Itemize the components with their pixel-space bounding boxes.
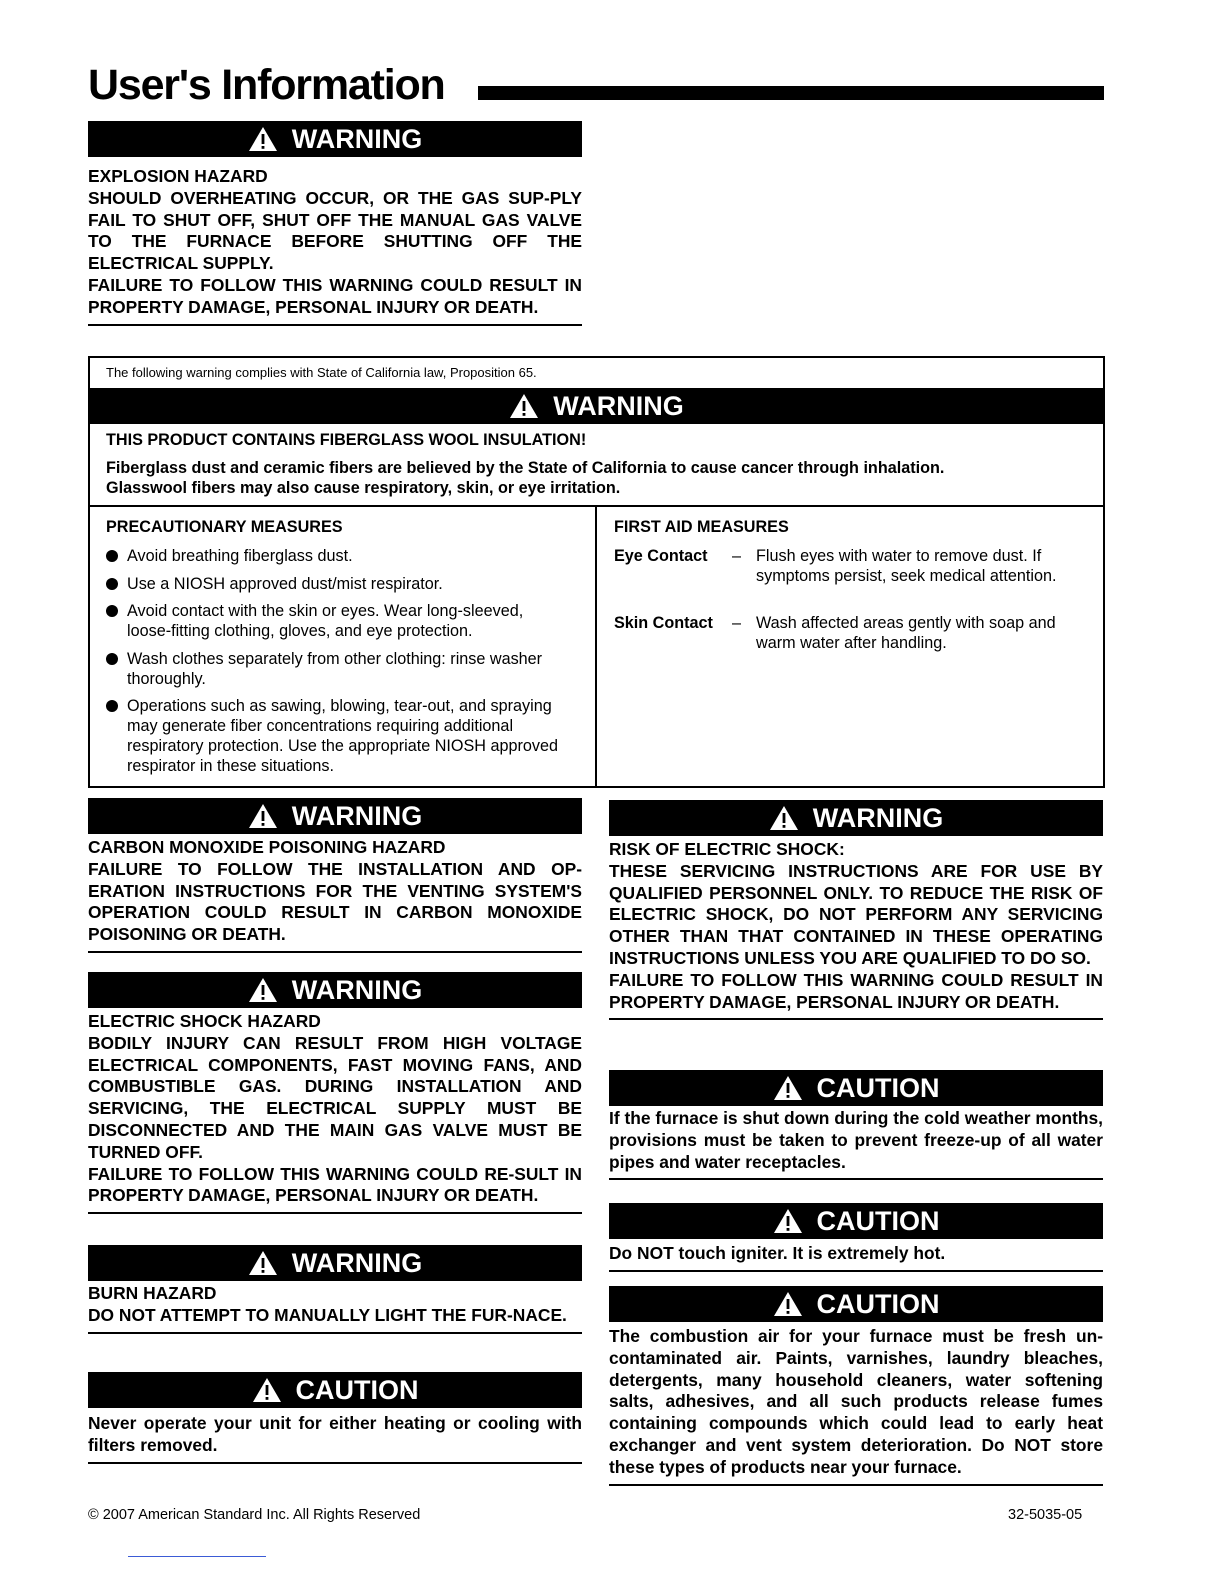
igniter-caution-text xyxy=(609,1243,1103,1272)
banner-label: WARNING xyxy=(812,802,944,833)
caution-banner xyxy=(609,1286,1103,1322)
banner-label: CAUTION xyxy=(295,1374,419,1405)
banner-label: WARNING xyxy=(291,974,423,1005)
banner-label: CAUTION xyxy=(816,1205,940,1236)
page-title: User's Information xyxy=(88,61,445,109)
burn-line-2: DO NOT ATTEMPT TO MANUALLY LIGHT THE FUR-NACE. xyxy=(88,1304,567,1325)
warning-triangle-icon xyxy=(248,126,278,152)
banner-label: CAUTION xyxy=(816,1288,940,1319)
esr-line-2: THESE SERVICING INSTRUCTIONS ARE FOR USE BY QUALIFIED PERSONNEL ONLY. TO REDUCE THE RISK OF ELECTRIC SHOCK, DO NOT PERFORM ANY SERVICING OTHER THAN THAT CONTAINED IN THESE OPERATING INSTRUCTIONS UNLESS YOU ARE QUALIFIED TO DO SO. xyxy=(609,860,1103,968)
freeze-text: If the furnace is shut down during the cold weather months, provisions must be taken to prevent freeze-up of all water pipes and water receptacles. xyxy=(609,1108,1103,1172)
warning-banner xyxy=(88,121,582,157)
warning-triangle-icon xyxy=(773,1075,803,1101)
esh-line-2: BODILY INJURY CAN RESULT FROM HIGH VOLTAGE ELECTRICAL COMPONENTS, FAST MOVING FANS, AND COMBUSTIBLE GAS. DURING INSTALLATION AND SERVICING, THE ELECTRICAL SUPPLY MUST BE DISCONNECTED AND THE MAIN GAS VALVE MUST BE TURNED OFF. xyxy=(88,1032,582,1162)
prop65-note: The following warning complies with State of California law, Proposition 65. xyxy=(106,365,537,380)
fiberglass-heading: THIS PRODUCT CONTAINS FIBERGLASS WOOL INSULATION! xyxy=(106,431,587,449)
esr-line-3: FAILURE TO FOLLOW THIS WARNING COULD RESULT IN PROPERTY DAMAGE, PERSONAL INJURY OR DEATH. xyxy=(609,969,1103,1012)
warning-banner xyxy=(88,798,582,834)
explosion-hazard-text xyxy=(88,166,582,326)
fiberglass-body xyxy=(106,458,1066,498)
list-item: Avoid breathing fiberglass dust. xyxy=(106,546,571,566)
explosion-line-3: FAILURE TO FOLLOW THIS WARNING COULD RESULT IN PROPERTY DAMAGE, PERSONAL INJURY OR DEATH. xyxy=(88,274,582,317)
freeze-caution-text xyxy=(609,1108,1103,1180)
california-warning-box xyxy=(88,356,1105,788)
bullet-icon xyxy=(106,605,118,617)
list-item: Operations such as sawing, blowing, tear-out, and spraying may generate fiber concentrations requiring additional respiratory protection. Use the appropriate NIOSH approved respirator in these situations. xyxy=(106,696,571,776)
warning-banner xyxy=(90,388,1103,424)
first-aid-text: Wash affected areas gently with soap and warm water after handling. xyxy=(756,614,1056,652)
warning-banner xyxy=(88,972,582,1008)
first-aid-text: Flush eyes with water to remove dust. If symptoms persist, seek medical attention. xyxy=(756,547,1057,585)
list-item: Use a NIOSH approved dust/mist respirator. xyxy=(106,574,571,594)
explosion-line-2: SHOULD OVERHEATING OCCUR, OR THE GAS SUP-PLY FAIL TO SHUT OFF, SHUT OFF THE MANUAL GAS VALVE TO THE FURNACE BEFORE SHUTTING OFF THE ELECTRICAL SUPPLY. xyxy=(88,187,582,274)
warning-triangle-icon xyxy=(769,805,799,831)
warning-triangle-icon xyxy=(248,803,278,829)
esr-line-1: RISK OF ELECTRIC SHOCK: xyxy=(609,839,845,859)
first-aid-eye-contact xyxy=(614,546,1084,606)
esh-line-1: ELECTRIC SHOCK HAZARD xyxy=(88,1011,321,1031)
igniter-text: Do NOT touch igniter. It is extremely hot. xyxy=(609,1243,946,1263)
banner-label: CAUTION xyxy=(816,1072,940,1103)
first-aid-heading: FIRST AID MEASURES xyxy=(614,518,789,536)
burn-line-1: BURN HAZARD xyxy=(88,1283,217,1303)
warning-banner xyxy=(88,1245,582,1281)
warning-banner xyxy=(609,800,1103,836)
first-aid-skin-contact xyxy=(614,613,1084,653)
document-number: 32-5035-05 xyxy=(1008,1507,1083,1523)
first-aid-dash: – xyxy=(732,547,742,565)
filters-text: Never operate your unit for either heating or cooling with filters removed. xyxy=(88,1413,582,1455)
bullet-icon xyxy=(106,653,118,665)
precautionary-list xyxy=(106,546,571,784)
caution-banner xyxy=(609,1070,1103,1106)
first-aid-term: Skin Contact xyxy=(614,614,713,632)
warning-triangle-icon xyxy=(248,977,278,1003)
bullet-icon xyxy=(106,578,118,590)
banner-label: WARNING xyxy=(553,390,684,421)
warning-triangle-icon xyxy=(252,1377,282,1403)
first-aid-term: Eye Contact xyxy=(614,547,708,565)
burn-hazard-text xyxy=(88,1283,582,1334)
first-aid-dash: – xyxy=(732,614,742,632)
esh-line-3: FAILURE TO FOLLOW THIS WARNING COULD RE-SULT IN PROPERTY DAMAGE, PERSONAL INJURY OR DEATH. xyxy=(88,1163,582,1206)
warning-triangle-icon xyxy=(509,393,539,419)
caution-banner xyxy=(609,1203,1103,1239)
fiberglass-body-line-1: Fiberglass dust and ceramic fibers are believed by the State of California to cause cancer through inhalation. xyxy=(106,459,945,477)
precautionary-heading: PRECAUTIONARY MEASURES xyxy=(106,518,343,536)
electric-shock-hazard-text xyxy=(88,1011,582,1214)
bullet-icon xyxy=(106,700,118,712)
combustion-text: The combustion air for your furnace must be fresh un-contaminated air. Paints, varnishes, laundry bleaches, detergents, many household cleaners, water softening salts, adhesives, and all such products release fumes containing compounds which could lead to early heat exchanger and vent system deterioration. Do NOT store these types of products near your furnace. xyxy=(609,1326,1103,1477)
banner-label: WARNING xyxy=(291,123,423,154)
title-rule xyxy=(478,86,1104,100)
warning-triangle-icon xyxy=(773,1291,803,1317)
caution-banner xyxy=(88,1372,582,1408)
co-line-1: CARBON MONOXIDE POISONING HAZARD xyxy=(88,837,446,857)
explosion-line-1: EXPLOSION HAZARD xyxy=(88,166,268,186)
bullet-icon xyxy=(106,550,118,562)
column-divider xyxy=(595,507,597,786)
electric-shock-risk-text xyxy=(609,839,1103,1020)
link-underline xyxy=(128,1556,266,1557)
copyright: © 2007 American Standard Inc. All Rights Reserved xyxy=(88,1507,421,1523)
co-line-2: FAILURE TO FOLLOW THE INSTALLATION AND OP-ERATION INSTRUCTIONS FOR THE VENTING SYSTEM'S OPERATION COULD RESULT IN CARBON MONOXIDE POISONING OR DEATH. xyxy=(88,858,582,945)
fiberglass-body-line-2: Glasswool fibers may also cause respiratory, skin, or eye irritation. xyxy=(106,479,621,497)
banner-label: WARNING xyxy=(291,800,423,831)
warning-triangle-icon xyxy=(773,1208,803,1234)
warning-triangle-icon xyxy=(248,1250,278,1276)
banner-label: WARNING xyxy=(291,1247,423,1278)
list-item: Avoid contact with the skin or eyes. Wear long-sleeved, loose-fitting clothing, gloves, and eye protection. xyxy=(106,601,571,641)
list-item: Wash clothes separately from other clothing: rinse washer thoroughly. xyxy=(106,649,571,689)
combustion-caution-text xyxy=(609,1326,1103,1486)
carbon-monoxide-text xyxy=(88,837,582,953)
filters-caution-text xyxy=(88,1413,582,1464)
